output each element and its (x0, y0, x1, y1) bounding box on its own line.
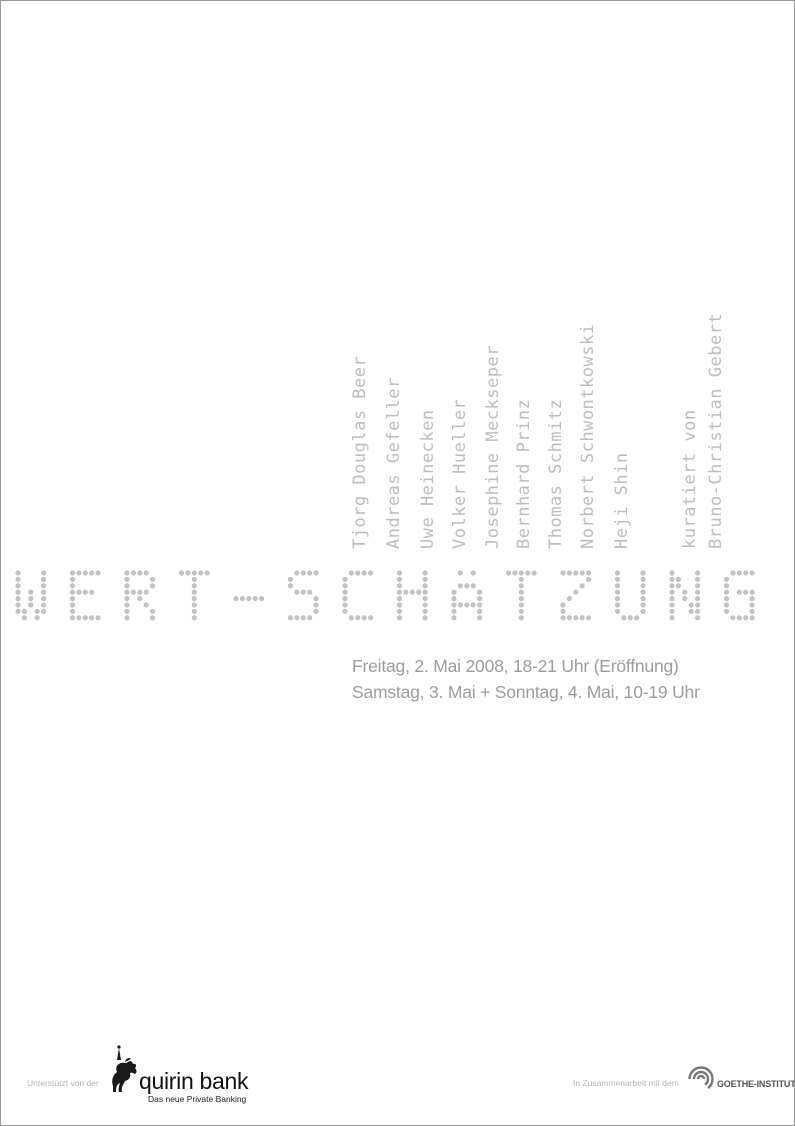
headline-dot (314, 603, 319, 608)
headline-dot (77, 590, 82, 595)
headline-dot (670, 571, 675, 576)
headline-dot (724, 609, 729, 614)
headline-dot (670, 577, 675, 582)
headline-dot (301, 616, 306, 621)
headline-dot (192, 609, 197, 614)
headline-dot (131, 571, 136, 576)
headline-dot (343, 603, 348, 608)
headline-dot (615, 571, 620, 576)
headline-dot (423, 596, 428, 601)
headline-dot (641, 577, 646, 582)
headline-letter (615, 571, 645, 620)
headline-dot (96, 616, 101, 621)
headline-dot (301, 590, 306, 595)
headline-dot (622, 616, 627, 621)
headline-dot (471, 603, 476, 608)
artist-name: Andreas Gefeller (384, 377, 404, 549)
headline-dot (125, 577, 130, 582)
artist-name: Volker Hueller (450, 398, 470, 549)
headline-letter (452, 571, 482, 620)
headline-dot (465, 603, 470, 608)
headline-dot (586, 616, 591, 621)
headline-dot (41, 577, 46, 582)
headline-dot (561, 571, 566, 576)
headline-dot (641, 603, 646, 608)
headline-dot (670, 596, 675, 601)
headline-dot (16, 577, 21, 582)
headline-dot (144, 603, 149, 608)
headline-dot (368, 571, 373, 576)
headline-dot (615, 596, 620, 601)
headline-dot (683, 596, 688, 601)
headline-dot (125, 603, 130, 608)
headline-dot (138, 590, 143, 595)
date-line-opening: Freitag, 2. Mai 2008, 18-21 Uhr (Eröffnung) (352, 656, 679, 676)
headline-dot (743, 590, 748, 595)
headline-dot (343, 584, 348, 589)
headline-dot (452, 596, 457, 601)
headline-dot (70, 571, 75, 576)
headline-dot (519, 590, 524, 595)
headline-dot (41, 603, 46, 608)
headline-dot (70, 590, 75, 595)
headline-dot (41, 609, 46, 614)
headline-dot (423, 616, 428, 621)
headline-dot (750, 609, 755, 614)
headline-dot (150, 616, 155, 621)
headline-dot (737, 571, 742, 576)
headline-letter (125, 571, 155, 620)
headline-dot (670, 584, 675, 589)
headline-dot (731, 616, 736, 621)
headline-dot (519, 609, 524, 614)
headline-dot (695, 603, 700, 608)
headline-dot (150, 609, 155, 614)
headline-dot (689, 609, 694, 614)
headline-dot (471, 571, 476, 576)
headline-dot (561, 603, 566, 608)
headline-dot (397, 584, 402, 589)
artist-name: Josephine Meckseper (483, 345, 503, 549)
headline-dot (89, 616, 94, 621)
headline-dot (89, 571, 94, 576)
headline-dot (477, 616, 482, 621)
headline-dot (349, 616, 354, 621)
headline-dot (83, 616, 88, 621)
headline-letter (561, 571, 591, 620)
headline-dot (192, 603, 197, 608)
headline-dot (695, 609, 700, 614)
headline-dot (138, 571, 143, 576)
headline-letter (397, 571, 427, 620)
headline-dot (458, 603, 463, 608)
headline-dot (458, 571, 463, 576)
headline-dot (83, 590, 88, 595)
headline-dot (29, 596, 34, 601)
headline-dot (695, 590, 700, 595)
headline-dot (519, 577, 524, 582)
headline-dot (29, 603, 34, 608)
headline-dot (567, 596, 572, 601)
headline-dot (70, 603, 75, 608)
headline-dot (150, 584, 155, 589)
headline-dot (362, 616, 367, 621)
headline-dot (737, 616, 742, 621)
headline-dot (574, 590, 579, 595)
goethe-spiral-logo-icon (686, 1064, 716, 1094)
headline-dot (397, 590, 402, 595)
headline-dot (670, 603, 675, 608)
headline-dot (423, 590, 428, 595)
artist-name: Thomas Schmitz (546, 398, 566, 549)
headline-dot (314, 609, 319, 614)
headline-dot (144, 590, 149, 595)
headline-dot (519, 596, 524, 601)
headline-dot (356, 616, 361, 621)
headline-dot (525, 571, 530, 576)
headline-dot (397, 596, 402, 601)
headline-dot (452, 590, 457, 595)
headline-dot (22, 616, 27, 621)
headline-dot (743, 571, 748, 576)
headline-dot (192, 571, 197, 576)
supported-by-text: Unterstützt von der (27, 1078, 99, 1088)
headline-dot (138, 596, 143, 601)
headline-letter (16, 571, 46, 620)
headline-dot (16, 596, 21, 601)
headline-dot (125, 609, 130, 614)
headline-dot (192, 590, 197, 595)
headline-dot (192, 616, 197, 621)
headline-dot (253, 596, 258, 601)
headline-dot (423, 609, 428, 614)
headline-dot (670, 590, 675, 595)
headline-dot (737, 590, 742, 595)
event-dates (352, 653, 792, 705)
headline-dot (750, 603, 755, 608)
headline-dot (423, 584, 428, 589)
artist-name: Bernhard Prinz (514, 398, 534, 549)
headline-dot (750, 571, 755, 576)
headline-letter (724, 571, 754, 620)
headline-letter (288, 571, 318, 620)
headline-dot (397, 577, 402, 582)
headline-dot (314, 596, 319, 601)
headline-dot (77, 571, 82, 576)
headline-dot (683, 590, 688, 595)
headline-dot (750, 590, 755, 595)
headline-letter (343, 571, 373, 620)
headline-dot (731, 571, 736, 576)
headline-dot (458, 584, 463, 589)
headline-dot (452, 616, 457, 621)
headline-dot (41, 590, 46, 595)
headline-dot (676, 577, 681, 582)
headline-dot (70, 616, 75, 621)
headline-dot (70, 596, 75, 601)
headline-dot (307, 616, 312, 621)
headline-dot (580, 584, 585, 589)
artist-name: Heji Shin (612, 452, 632, 549)
headline-dot (615, 584, 620, 589)
headline-dot (41, 571, 46, 576)
headline-dot (240, 596, 245, 601)
headline-dot (615, 603, 620, 608)
headline-dot (192, 577, 197, 582)
headline-dot (519, 571, 524, 576)
headline-letter (179, 571, 209, 620)
headline-dot (452, 609, 457, 614)
headline-dot (724, 596, 729, 601)
headline-dot (452, 603, 457, 608)
headline-dot (301, 571, 306, 576)
headline-dot (586, 577, 591, 582)
headline-dot (83, 571, 88, 576)
headline-dot (670, 609, 675, 614)
headline-dot (519, 603, 524, 608)
headline-dot (307, 571, 312, 576)
headline-dot (724, 577, 729, 582)
headline-dot (743, 616, 748, 621)
headline-dot (41, 584, 46, 589)
headline-dot (586, 571, 591, 576)
headline-dot (567, 616, 572, 621)
date-line-weekend: Samstag, 3. Mai + Sonntag, 4. Mai, 10-19 Uhr (352, 682, 700, 702)
headline-dot (519, 584, 524, 589)
artist-name: Tjorg Douglas Beer (350, 355, 370, 549)
headline-dot (295, 590, 300, 595)
headline-dot (465, 584, 470, 589)
headline-dot (22, 609, 27, 614)
headline-dot (634, 616, 639, 621)
headline-dot (567, 571, 572, 576)
headline-dot (641, 590, 646, 595)
headline-dot (724, 603, 729, 608)
headline-dot (343, 609, 348, 614)
headline-dot (641, 571, 646, 576)
headline-dot (288, 616, 293, 621)
headline-dot (397, 603, 402, 608)
headline-letter (506, 571, 536, 620)
headline-dot (676, 584, 681, 589)
headline-dot (259, 596, 264, 601)
headline-dot (295, 571, 300, 576)
headline-dot (695, 584, 700, 589)
headline-dot (580, 616, 585, 621)
headline-dot (247, 596, 252, 601)
headline-dot (198, 571, 203, 576)
artist-name: Norbert Schwontkowski (578, 323, 598, 549)
headline-dot (343, 596, 348, 601)
headline-dot (368, 616, 373, 621)
headline-dot (689, 603, 694, 608)
headline-dot (16, 571, 21, 576)
headline-dot (125, 590, 130, 595)
headline-dot (574, 571, 579, 576)
headline-dot (295, 616, 300, 621)
headline-dot (724, 584, 729, 589)
headline-dot (477, 590, 482, 595)
headline-dot (343, 590, 348, 595)
headline-dot (615, 590, 620, 595)
headline-dot (362, 571, 367, 576)
headline-dot (580, 571, 585, 576)
headline-dot (423, 603, 428, 608)
headline-dot (641, 584, 646, 589)
headline-dot-lettering (0, 566, 795, 636)
headline-dot (349, 571, 354, 576)
headline-dot (513, 571, 518, 576)
headline-dot (615, 577, 620, 582)
headline-dot (192, 596, 197, 601)
headline-dot (35, 616, 40, 621)
headline-dot (574, 616, 579, 621)
headline-letter (70, 571, 100, 620)
headline-dot (186, 571, 191, 576)
curator-name: Bruno-Christian Gebert (706, 312, 726, 549)
headline-dot (192, 584, 197, 589)
headline-dot (477, 609, 482, 614)
headline-dot (356, 571, 361, 576)
headline-dot (288, 584, 293, 589)
headline-dot (16, 584, 21, 589)
headline-dot (288, 577, 293, 582)
headline-dot (561, 616, 566, 621)
headline-dot (561, 609, 566, 614)
headline-dot (750, 616, 755, 621)
headline-dot (89, 590, 94, 595)
headline-dot (234, 596, 239, 601)
headline-dot (179, 571, 184, 576)
partner-name: GOETHE-INSTITUT (717, 1079, 795, 1089)
headline-dot (670, 616, 675, 621)
headline-letter (234, 596, 264, 601)
headline-dot (416, 590, 421, 595)
curator-label: kuratiert von (680, 409, 700, 549)
headline-dot (695, 571, 700, 576)
headline-dot (343, 577, 348, 582)
sponsor-name: quirin bank (139, 1068, 249, 1094)
headline-dot (205, 571, 210, 576)
headline-dot (506, 571, 511, 576)
cooperation-text: In Zusammenarbeit mit dem (573, 1078, 679, 1088)
headline-dot (16, 609, 21, 614)
headline-dot (307, 590, 312, 595)
headline-dot (477, 596, 482, 601)
headline-dot (16, 590, 21, 595)
sponsor-tagline: Das neue Private Banking (148, 1094, 247, 1104)
headline-dot (641, 596, 646, 601)
headline-dot (423, 571, 428, 576)
headline-dot (29, 590, 34, 595)
headline-dot (410, 590, 415, 595)
headline-dot (41, 596, 46, 601)
headline-dot (750, 596, 755, 601)
headline-dot (397, 609, 402, 614)
headline-dot (404, 590, 409, 595)
headline-dot (125, 584, 130, 589)
headline-dot (397, 571, 402, 576)
headline-dot (477, 603, 482, 608)
headline-dot (519, 616, 524, 621)
artist-name: Uwe Heinecken (418, 409, 438, 549)
headline-dot (314, 571, 319, 576)
headline-dot (70, 577, 75, 582)
headline-dot (695, 596, 700, 601)
headline-dot (695, 577, 700, 582)
headline-dot (70, 584, 75, 589)
headline-dot (397, 616, 402, 621)
headline-dot (77, 616, 82, 621)
headline-dot (150, 577, 155, 582)
headline-dot (695, 616, 700, 621)
headline-dot (615, 609, 620, 614)
headline-dot (423, 577, 428, 582)
headline-dot (35, 609, 40, 614)
headline-dot (724, 590, 729, 595)
headline-dot (471, 584, 476, 589)
headline-letter (670, 571, 700, 620)
headline-dot (16, 603, 21, 608)
headline-dot (70, 609, 75, 614)
headline-dot (125, 571, 130, 576)
headline-dot (96, 571, 101, 576)
headline-dot (144, 571, 149, 576)
headline-dot (532, 571, 537, 576)
headline-dot (125, 616, 130, 621)
headline-dot (641, 609, 646, 614)
headline-dot (628, 616, 633, 621)
headline-dot (125, 596, 130, 601)
headline-dot (131, 590, 136, 595)
